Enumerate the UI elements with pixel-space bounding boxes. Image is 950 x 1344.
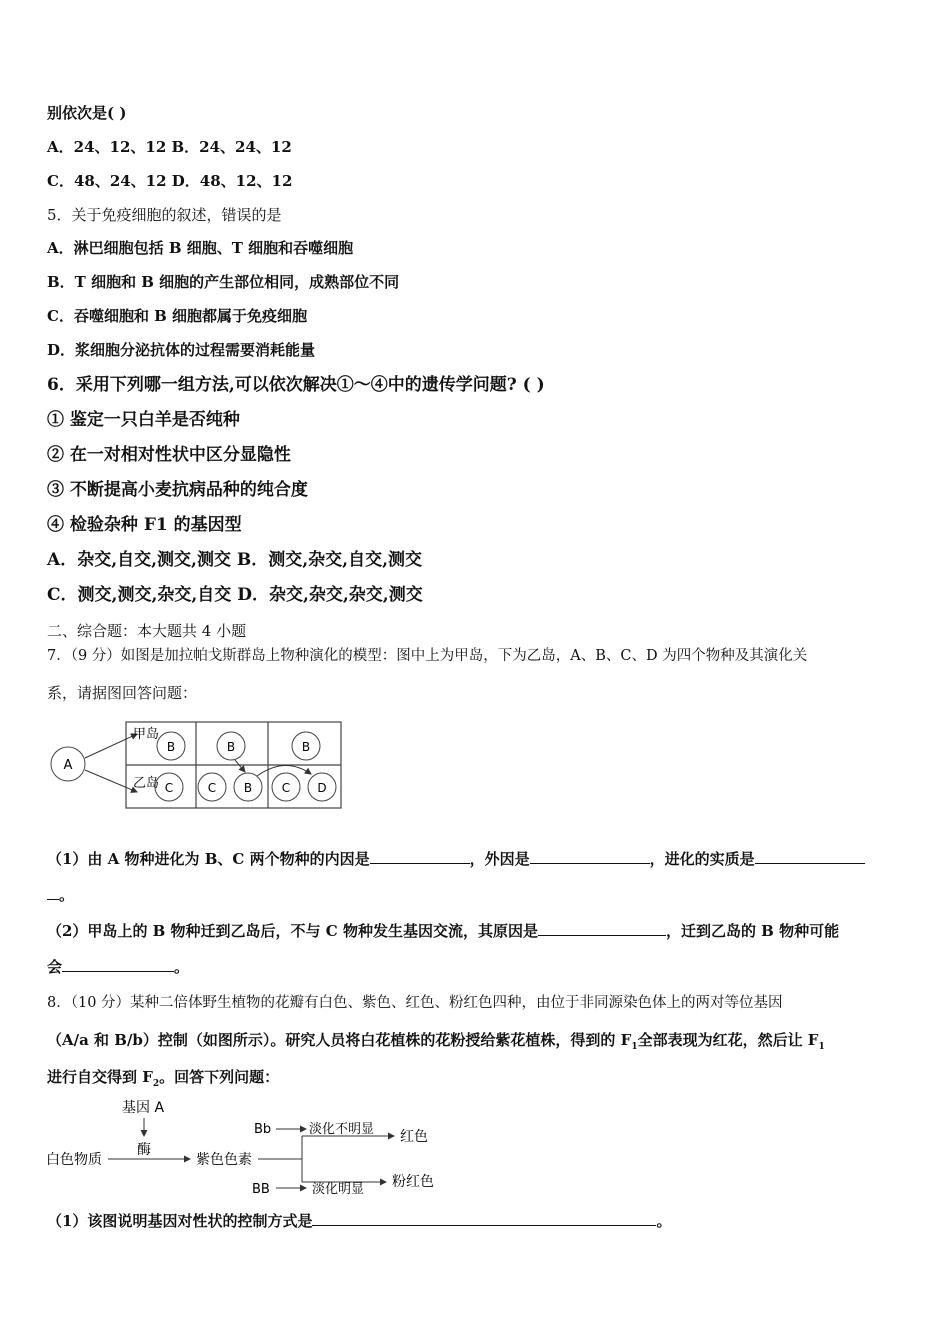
pink-label: 粉红色 — [392, 1174, 434, 1190]
q5-stem: 5．关于免疫细胞的叙述，错误的是 — [47, 206, 282, 224]
q7-sub1: （1）由 A 物种进化为 B、C 两个物种的内因是 ，外因是 ，进化的实质是 — [47, 849, 865, 869]
bb-het-label: Bb — [254, 1122, 272, 1137]
dilute-strong-label: 淡化明显 — [312, 1182, 365, 1197]
species-a-label: A — [63, 758, 73, 773]
purple-pigment: 紫色色素 — [196, 1152, 252, 1168]
island-top-label: 甲岛 — [133, 727, 160, 742]
q6-item-2: ② 在一对相对性状中区分显隐性 — [47, 445, 291, 465]
q5-option-d: D．浆细胞分泌抗体的过程需要消耗能量 — [47, 341, 316, 359]
gene-a-label: 基因 A — [122, 1100, 165, 1116]
section-heading: 二、综合题：本大题共 4 小题 — [47, 622, 247, 640]
q7-evolution-figure — [45, 716, 345, 812]
q7-sub2: （2）甲岛上的 B 物种迁到乙岛后，不与 C 物种发生基因交流，其原因是 ，迁到乙岛的 B 物种可能 — [47, 922, 840, 940]
q8-pathway-figure — [44, 1096, 464, 1200]
q4-options-row2: C．48、24、12 D．48、12、12 — [47, 172, 293, 190]
bottom-c-3: C — [281, 781, 291, 795]
q8-sub1: （1）该图说明基因对性状的控制方式是 。 — [47, 1212, 672, 1230]
q8-stem-line3: 进行自交得到 $F_2$。回答下列问题： — [47, 1068, 280, 1089]
bb-hom-label: BB — [252, 1182, 270, 1197]
bottom-c-2: C — [207, 781, 217, 795]
q7-sub2-cont: 会 。 — [47, 958, 190, 976]
bottom-b: B — [243, 781, 253, 795]
top-b-1: B — [166, 740, 176, 754]
island-bottom-label: 乙岛 — [133, 776, 160, 791]
q6-stem: 6．采用下列哪一组方法,可以依次解决①～④中的遗传学问题? ( ) — [47, 375, 545, 395]
enzyme-label: 酶 — [137, 1142, 151, 1158]
bottom-c-1: C — [164, 781, 174, 795]
q7-stem-line1: 7．（9 分）如图是加拉帕戈斯群岛上物种演化的模型：图中上为甲岛，下为乙岛，A、B、C、D 为四个物种及其演化关 — [47, 648, 808, 664]
dilute-weak-label: 淡化不明显 — [309, 1122, 375, 1137]
q5-option-a: A．淋巴细胞包括 B 细胞、T 细胞和吞噬细胞 — [47, 239, 354, 257]
q7-stem-line2: 系，请据图回答问题： — [47, 684, 198, 702]
q6-item-3: ③ 不断提高小麦抗病品种的纯合度 — [47, 480, 308, 500]
bottom-d: D — [317, 781, 327, 795]
q8-stem-line1: 8．（10 分）某种二倍体野生植物的花瓣有白色、紫色、红色、粉红色四种，由位于非同源染色体上的两对等位基因 — [47, 995, 783, 1011]
q6-options-row2: C．测交,测交,杂交,自交 D．杂交,杂交,杂交,测交 — [47, 585, 423, 605]
q5-option-c: C．吞噬细胞和 B 细胞都属于免疫细胞 — [47, 307, 308, 325]
white-substance: 白色物质 — [46, 1152, 102, 1168]
q5-option-b: B．T 细胞和 B 细胞的产生部位相同，成熟部位不同 — [47, 273, 400, 291]
q6-options-row1: A．杂交,自交,测交,测交 B．测交,杂交,自交,测交 — [47, 550, 422, 570]
top-b-2: B — [226, 740, 236, 754]
q4-stem-tail: 别依次是( ) — [47, 104, 127, 122]
q6-item-1: ① 鉴定一只白羊是否纯种 — [47, 410, 240, 430]
red-label: 红色 — [400, 1129, 428, 1145]
q7-sub1-cont: 。 — [47, 885, 74, 905]
q6-item-4: ④ 检验杂种 F1 的基因型 — [47, 515, 242, 535]
top-b-3: B — [301, 740, 311, 754]
q4-options-row1: A．24、12、12 B．24、24、12 — [47, 138, 292, 156]
q8-stem-line2: （A/a 和 B/b）控制（如图所示）。研究人员将白花植株的花粉授给紫花植株，得到的 $F_1$全部表现为红花，然后让 $F_1$ — [47, 1031, 825, 1052]
